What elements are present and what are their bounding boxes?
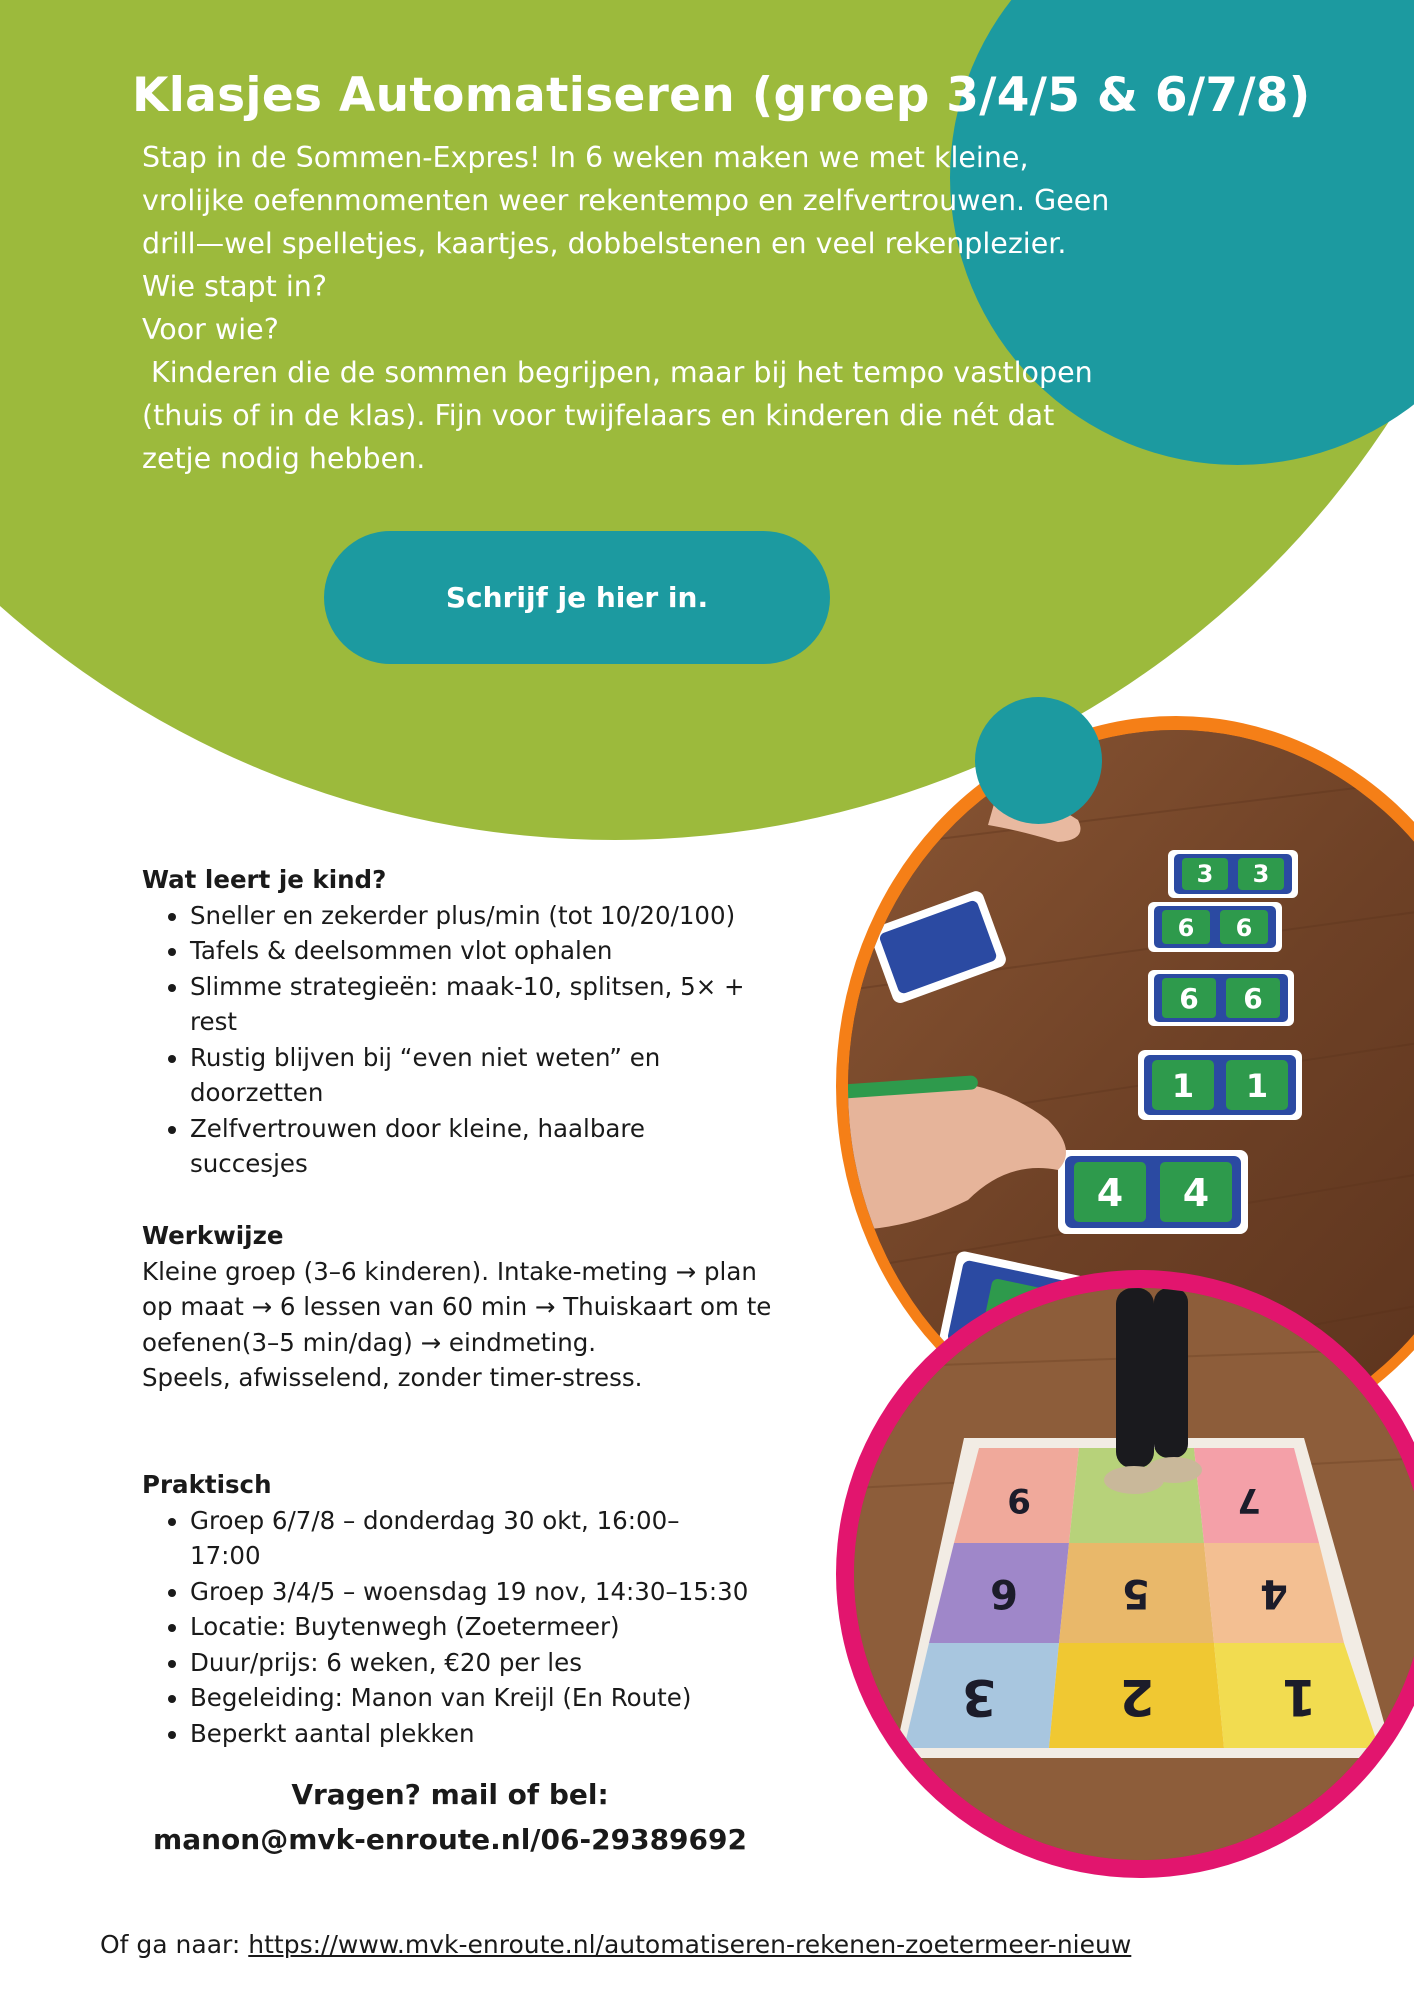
list-item — [190, 1111, 750, 1182]
card-number: 4 — [1096, 1171, 1124, 1215]
method-heading: Werkwijze — [142, 1221, 284, 1250]
intro-text — [142, 136, 1302, 480]
card-number: 3 — [1196, 860, 1214, 888]
contact-block — [120, 1772, 780, 1862]
card-number: 6 — [1179, 982, 1199, 1015]
mat-number: 1 — [1281, 1668, 1317, 1726]
method-text-2: Speels, afwisselend, zonder timer-stress. — [142, 1363, 643, 1392]
intro-line: (thuis of in de klas). Fijn voor twijfelaars en kinderen die nét dat — [142, 399, 1055, 432]
contact-details: manon@mvk-enroute.nl/06-29389692 — [153, 1823, 747, 1856]
list-item — [190, 1503, 750, 1574]
intro-line: Voor wie? — [142, 313, 279, 346]
footer-link[interactable]: https://www.mvk-enroute.nl/automatiseren-rekenen-zoetermeer-nieuw — [248, 1930, 1132, 1959]
card-number: 4 — [1182, 1171, 1210, 1215]
list-item: • Beperkt aantal plekken — [190, 1716, 822, 1752]
intro-line: vrolijke oefenmomenten weer rekentempo en zelfvertrouwen. Geen — [142, 184, 1110, 217]
intro-line: Wie stapt in? — [142, 270, 327, 303]
card-number: 3 — [1252, 860, 1270, 888]
list-item-text: Zelfvertrouwen door kleine, haalbare succesjes — [190, 1113, 645, 1178]
practical-section — [142, 1467, 822, 1751]
practical-list — [142, 1503, 822, 1752]
mat-number: 3 — [961, 1668, 997, 1726]
intro-line: Stap in de Sommen-Expres! In 6 weken maken we met kleine, — [142, 141, 1029, 174]
card-number: 1 — [1171, 1067, 1195, 1105]
mat-number: 7 — [1237, 1480, 1261, 1520]
teal-accent-dot — [975, 697, 1102, 824]
card-number: 6 — [1243, 982, 1263, 1015]
card-row — [1168, 850, 1298, 898]
intro-line: Kinderen die de sommen begrijpen, maar bij het tempo vastlopen — [142, 356, 1093, 389]
card-number: 6 — [1235, 914, 1253, 942]
contact-heading: Vragen? mail of bel: — [291, 1778, 609, 1811]
mat-number: 2 — [1119, 1668, 1155, 1726]
learn-section — [142, 862, 822, 1182]
card-row — [1058, 1150, 1248, 1234]
number-mat-illustration — [854, 1288, 1414, 1860]
mat-number: 5 — [1122, 1570, 1150, 1616]
list-item — [190, 969, 790, 1040]
practical-heading: Praktisch — [142, 1470, 272, 1499]
list-item: • Sneller en zekerder plus/min (tot 10/20/100) — [190, 898, 822, 934]
intro-line: drill—wel spelletjes, kaartjes, dobbelstenen en veel rekenplezier. — [142, 227, 1067, 260]
card-row — [1138, 1050, 1302, 1120]
mat-number: 4 — [1260, 1570, 1288, 1616]
list-item-text: Groep 6/7/8 – donderdag 30 okt, 16:00–17:00 — [190, 1505, 680, 1570]
list-item: • Locatie: Buytenwegh (Zoetermeer) — [190, 1609, 822, 1645]
intro-line: zetje nodig hebben. — [142, 442, 426, 475]
card-row — [1148, 902, 1282, 952]
footer-prefix: Of ga naar: — [100, 1930, 249, 1959]
list-item: • Begeleiding: Manon van Kreijl (En Route) — [190, 1680, 822, 1716]
photo-number-mat — [854, 1288, 1414, 1860]
method-text: Kleine groep (3–6 kinderen). Intake-meting → plan op maat → 6 lessen van 60 min → Thuiskaart om te oefenen(3–5 min/dag) → eindmeting. — [142, 1256, 772, 1357]
page-title: Klasjes Automatiseren (groep 3/4/5 & 6/7/8) — [132, 68, 1311, 123]
mat-number: 9 — [1007, 1480, 1031, 1520]
list-item: • Duur/prijs: 6 weken, €20 per les — [190, 1645, 822, 1681]
card-number: 6 — [1177, 914, 1195, 942]
footer — [100, 1930, 1400, 1959]
list-item-text: Rustig blijven bij “even niet weten” en doorzetten — [190, 1042, 661, 1107]
card-number: 1 — [1245, 1067, 1269, 1105]
signup-button[interactable]: Schrijf je hier in. — [324, 531, 830, 664]
method-section — [142, 1218, 822, 1396]
list-item: • Tafels & deelsommen vlot ophalen — [190, 933, 822, 969]
list-item — [190, 1040, 750, 1111]
learn-heading: Wat leert je kind? — [142, 865, 387, 894]
mat-number: 6 — [990, 1570, 1018, 1616]
learn-list — [142, 898, 822, 1182]
list-item: • Groep 3/4/5 – woensdag 19 nov, 14:30–15:30 — [190, 1574, 822, 1610]
list-item-text: Slimme strategieën: maak-10, splitsen, 5× + rest — [190, 971, 745, 1036]
card-row — [1148, 970, 1294, 1026]
